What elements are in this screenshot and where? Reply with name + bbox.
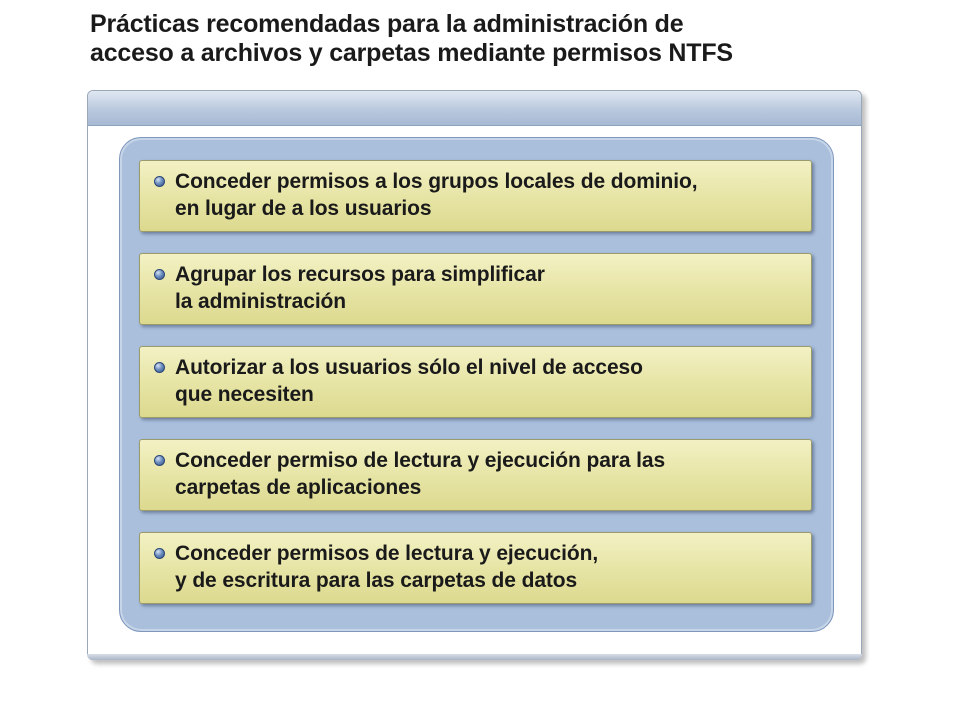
panel-footer-edge [87,654,862,660]
practice-text-line-1: Agrupar los recursos para simplificar [175,263,545,286]
practice-item-1 [139,160,812,232]
practice-text [175,168,801,222]
page-title-line-1: Prácticas recomendadas para la administración de [90,10,684,38]
practice-text-line-1: Autorizar a los usuarios sólo el nivel de acceso [175,356,643,379]
practice-text-line-2: que necesiten [175,383,314,406]
page-title-line-2: acceso a archivos y carpetas mediante permisos NTFS [90,39,733,67]
practice-item-4 [139,439,812,511]
practice-text-line-1: Conceder permisos de lectura y ejecución, [175,542,599,565]
practice-text [175,354,801,408]
practice-text-line-2: la administración [175,290,347,313]
page-title [90,10,910,68]
practice-text [175,447,801,501]
practice-text-line-2: en lugar de a los usuarios [175,197,432,220]
practice-text-line-1: Conceder permiso de lectura y ejecución para las [175,449,666,472]
practice-item-2 [139,253,812,325]
practice-text [175,540,801,594]
bullet-icon [154,362,165,373]
practice-text-line-1: Conceder permisos a los grupos locales de dominio, [175,170,698,193]
practice-text-line-2: y de escritura para las carpetas de datos [175,569,578,592]
practice-text [175,261,801,315]
panel-header-bar [88,91,861,126]
bullet-icon [154,548,165,559]
practice-item-5 [139,532,812,604]
bullet-icon [154,176,165,187]
bullet-icon [154,269,165,280]
practice-text-line-2: carpetas de aplicaciones [175,476,422,499]
practice-item-3 [139,346,812,418]
bullet-icon [154,455,165,466]
